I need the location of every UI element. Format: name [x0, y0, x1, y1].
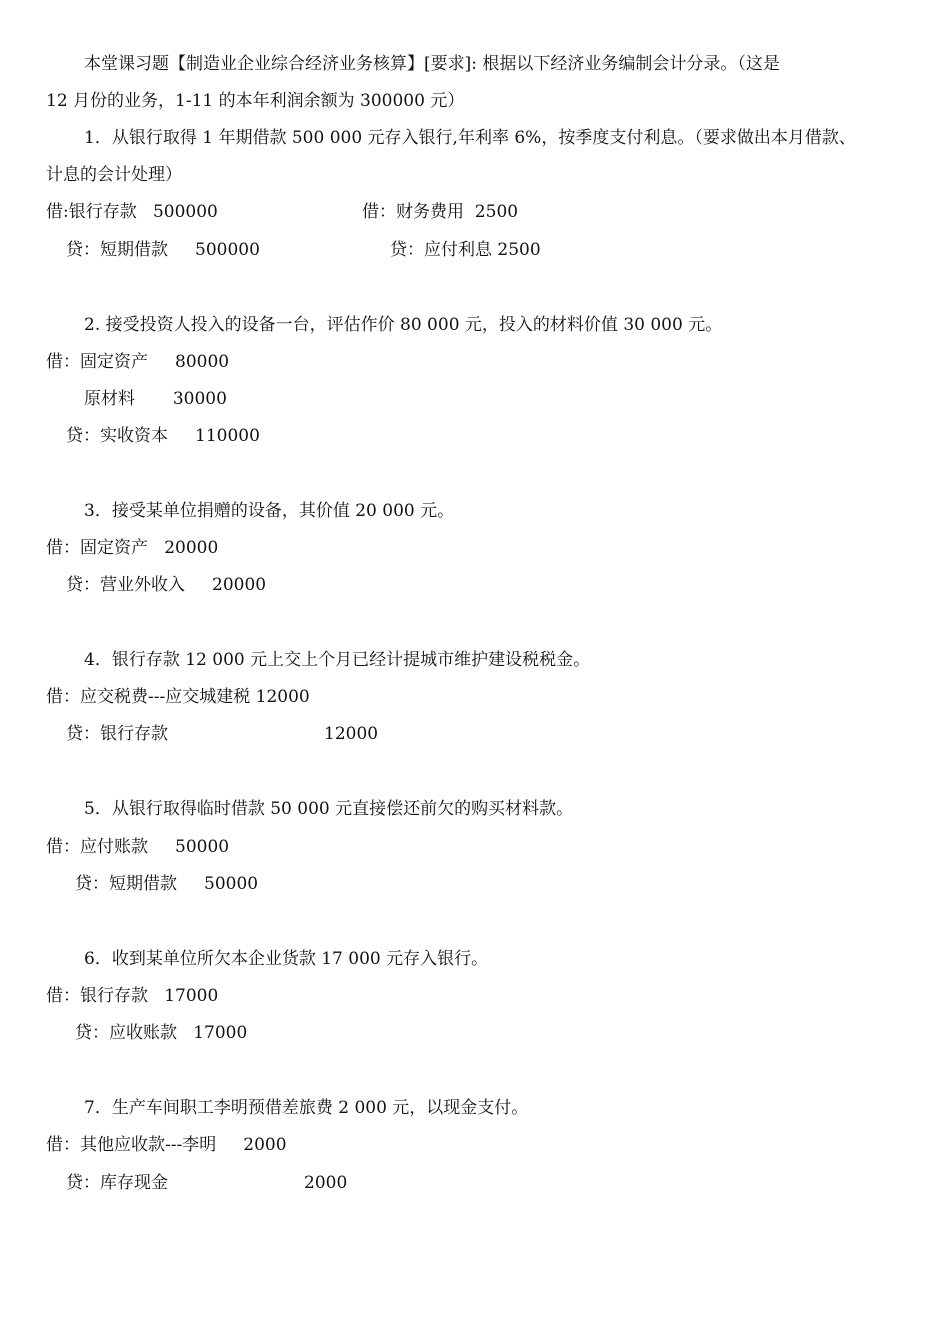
q4-debit: 借：应交税费---应交城建税 12000 [46, 687, 310, 707]
q6-credit: 贷：应收账款 17000 [75, 1023, 248, 1043]
intro-line-1: 本堂课习题【制造业企业综合经济业务核算】[要求]: 根据以下经济业务编制会计分录。（这是 [84, 54, 780, 74]
q3-credit: 贷：营业外收入 20000 [66, 575, 267, 595]
q1-text-line-1: 1．从银行取得 1 年期借款 500 000 元存入银行,年利率 6%，按季度支付利息。（要求做出本月借款、 [84, 128, 856, 148]
q3-debit: 借：固定资产 20000 [46, 538, 219, 558]
q6-debit: 借：银行存款 17000 [46, 986, 219, 1006]
q7-credit-label: 贷：库存现金 [66, 1173, 168, 1193]
q1-debit-entry-b: 借：财务费用 2500 [362, 202, 519, 222]
q1-credit-entry-b: 贷：应付利息 2500 [390, 240, 541, 260]
q5-text: 5．从银行取得临时借款 50 000 元直接偿还前欠的购买材料款。 [84, 799, 574, 819]
q4-text: 4．银行存款 12 000 元上交上个月已经计提城市维护建设税税金。 [84, 650, 591, 670]
q5-credit: 贷：短期借款 50000 [75, 874, 259, 894]
q2-debit-1: 借：固定资产 80000 [46, 352, 230, 372]
q6-text: 6．收到某单位所欠本企业货款 17 000 元存入银行。 [84, 949, 489, 969]
q7-credit-amount: 2000 [304, 1173, 348, 1193]
q2-credit: 贷：实收资本 110000 [66, 426, 260, 446]
q2-debit-2: 原材料 30000 [84, 389, 227, 409]
q4-credit-label: 贷：银行存款 [66, 724, 168, 744]
q3-text: 3．接受某单位捐赠的设备，其价值 20 000 元。 [84, 501, 455, 521]
intro-line-2: 12 月份的业务，1-11 的本年利润余额为 300000 元） [46, 91, 465, 111]
q1-debit-entry-a: 借:银行存款 500000 [46, 202, 218, 222]
q5-debit: 借：应付账款 50000 [46, 837, 230, 857]
q7-debit: 借：其他应收款---李明 2000 [46, 1135, 287, 1155]
q2-text: 2. 接受投资人投入的设备一台，评估作价 80 000 元，投入的材料价值 30 000 元。 [84, 315, 723, 335]
q1-credit-entry-a: 贷：短期借款 500000 [66, 240, 260, 260]
q4-credit-amount: 12000 [324, 724, 379, 744]
q7-text: 7．生产车间职工李明预借差旅费 2 000 元，以现金支付。 [84, 1098, 529, 1118]
q1-text-line-2: 计息的会计处理） [46, 165, 182, 185]
